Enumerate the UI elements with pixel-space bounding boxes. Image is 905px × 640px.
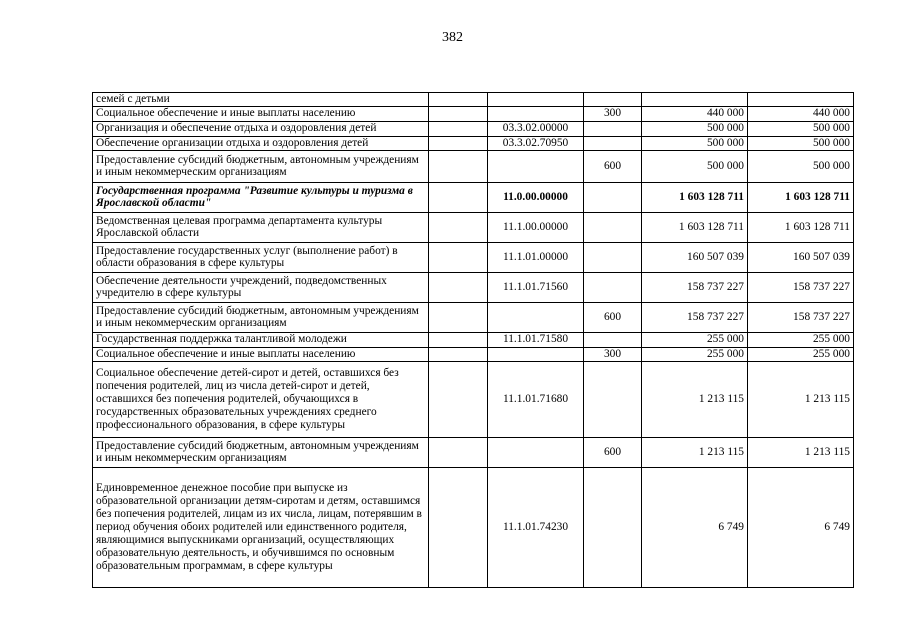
- row-empty-cell: [429, 302, 488, 332]
- row-sum-2: 500 000: [748, 121, 854, 136]
- row-sum-1: 255 000: [642, 347, 748, 361]
- row-code: 03.3.02.70950: [488, 136, 584, 150]
- row-sum-1: 500 000: [642, 121, 748, 136]
- table-row: [93, 467, 854, 587]
- table-row-program: [93, 182, 854, 212]
- row-type: [584, 93, 642, 107]
- row-name: Организация и обеспечение отдыха и оздоровления детей: [93, 121, 429, 136]
- row-type: [584, 212, 642, 242]
- row-name: Предоставление субсидий бюджетным, автономным учреждениям и иным некоммерческим организациям: [93, 437, 429, 467]
- row-sum-2: [748, 93, 854, 107]
- row-name: Социальное обеспечение детей-сирот и детей, оставшихся без попечения родителей, лиц из числа детей-сирот и детей, оставшихся без попечения родителей, обучающихся в государственных образовательных учреждениях среднего профессионального образования, в сфере культуры: [93, 361, 429, 437]
- row-sum-2: 158 737 227: [748, 302, 854, 332]
- row-sum-1: 1 213 115: [642, 437, 748, 467]
- row-name: Предоставление субсидий бюджетным, автономным учреждениям и иным некоммерческим организациям: [93, 150, 429, 182]
- table-row: [93, 93, 854, 107]
- row-type: [584, 136, 642, 150]
- row-empty-cell: [429, 106, 488, 121]
- row-empty-cell: [429, 467, 488, 587]
- row-type: [584, 242, 642, 272]
- row-code: [488, 150, 584, 182]
- row-type: 600: [584, 302, 642, 332]
- row-code: 11.1.01.74230: [488, 467, 584, 587]
- row-sum-2: 158 737 227: [748, 272, 854, 302]
- row-type: 600: [584, 150, 642, 182]
- row-sum-2: 1 603 128 711: [748, 182, 854, 212]
- row-code: 11.0.00.00000: [488, 182, 584, 212]
- row-code: 11.1.01.00000: [488, 242, 584, 272]
- row-name: Предоставление субсидий бюджетным, автономным учреждениям и иным некоммерческим организациям: [93, 302, 429, 332]
- row-type: [584, 361, 642, 437]
- row-name: Предоставление государственных услуг (выполнение работ) в области образования в сфере культуры: [93, 242, 429, 272]
- row-sum-1: 1 603 128 711: [642, 182, 748, 212]
- row-sum-1: 500 000: [642, 136, 748, 150]
- row-sum-1: 160 507 039: [642, 242, 748, 272]
- row-sum-2: 160 507 039: [748, 242, 854, 272]
- row-empty-cell: [429, 150, 488, 182]
- table-row: [93, 242, 854, 272]
- table-row: [93, 121, 854, 136]
- row-sum-1: 158 737 227: [642, 272, 748, 302]
- row-type: 300: [584, 347, 642, 361]
- row-sum-2: 500 000: [748, 136, 854, 150]
- row-type: 600: [584, 437, 642, 467]
- row-type: [584, 332, 642, 347]
- row-sum-2: 255 000: [748, 347, 854, 361]
- row-sum-1: 440 000: [642, 106, 748, 121]
- row-empty-cell: [429, 437, 488, 467]
- row-sum-1: 1 213 115: [642, 361, 748, 437]
- table-row: [93, 212, 854, 242]
- row-sum-2: 500 000: [748, 150, 854, 182]
- row-code: 11.1.01.71680: [488, 361, 584, 437]
- row-sum-1: 500 000: [642, 150, 748, 182]
- row-name: Социальное обеспечение и иные выплаты населению: [93, 106, 429, 121]
- row-sum-1: 6 749: [642, 467, 748, 587]
- page-number: 382: [442, 30, 463, 45]
- row-empty-cell: [429, 121, 488, 136]
- table-row: [93, 136, 854, 150]
- row-type: 300: [584, 106, 642, 121]
- row-empty-cell: [429, 332, 488, 347]
- row-empty-cell: [429, 361, 488, 437]
- row-code: [488, 93, 584, 107]
- row-sum-2: 255 000: [748, 332, 854, 347]
- row-name: Государственная поддержка талантливой молодежи: [93, 332, 429, 347]
- row-type: [584, 467, 642, 587]
- row-code: [488, 437, 584, 467]
- row-type: [584, 121, 642, 136]
- row-sum-2: 1 213 115: [748, 361, 854, 437]
- row-empty-cell: [429, 242, 488, 272]
- table-row: [93, 332, 854, 347]
- row-sum-2: 6 749: [748, 467, 854, 587]
- table-row: [93, 106, 854, 121]
- row-empty-cell: [429, 136, 488, 150]
- table-row: [93, 302, 854, 332]
- table-row: [93, 347, 854, 361]
- row-sum-2: 440 000: [748, 106, 854, 121]
- row-code: 11.1.01.71560: [488, 272, 584, 302]
- row-name: Ведомственная целевая программа департамента культуры Ярославской области: [93, 212, 429, 242]
- row-name: Социальное обеспечение и иные выплаты населению: [93, 347, 429, 361]
- row-sum-2: 1 213 115: [748, 437, 854, 467]
- row-code: [488, 302, 584, 332]
- row-empty-cell: [429, 93, 488, 107]
- table-row: [93, 361, 854, 437]
- row-name: Обеспечение деятельности учреждений, подведомственных учредителю в сфере культуры: [93, 272, 429, 302]
- row-sum-1: [642, 93, 748, 107]
- row-name: Обеспечение организации отдыха и оздоровления детей: [93, 136, 429, 150]
- row-sum-1: 158 737 227: [642, 302, 748, 332]
- row-sum-2: 1 603 128 711: [748, 212, 854, 242]
- row-sum-1: 1 603 128 711: [642, 212, 748, 242]
- row-name: Единовременное денежное пособие при выпуске из образовательной организации детям-сиротам и детям, оставшимся без попечения родителей, лицам из их числа, лицам, потерявшим в период обучения обоих родителей или единственного родителя, являющимися выпускниками организаций, осуществляющих образовательную деятельность, и обучившимся по основным образовательным программам, в сфере культуры: [93, 467, 429, 587]
- row-empty-cell: [429, 272, 488, 302]
- row-code: 11.1.00.00000: [488, 212, 584, 242]
- row-type: [584, 272, 642, 302]
- row-empty-cell: [429, 212, 488, 242]
- row-code: [488, 347, 584, 361]
- row-sum-1: 255 000: [642, 332, 748, 347]
- row-name: семей с детьми: [93, 93, 429, 107]
- budget-table: [92, 92, 854, 588]
- row-code: [488, 106, 584, 121]
- row-code: 11.1.01.71580: [488, 332, 584, 347]
- table-row: [93, 150, 854, 182]
- row-name: Государственная программа "Развитие культуры и туризма в Ярославской области": [93, 182, 429, 212]
- row-type: [584, 182, 642, 212]
- row-empty-cell: [429, 182, 488, 212]
- table-row: [93, 272, 854, 302]
- row-code: 03.3.02.00000: [488, 121, 584, 136]
- row-empty-cell: [429, 347, 488, 361]
- table-row: [93, 437, 854, 467]
